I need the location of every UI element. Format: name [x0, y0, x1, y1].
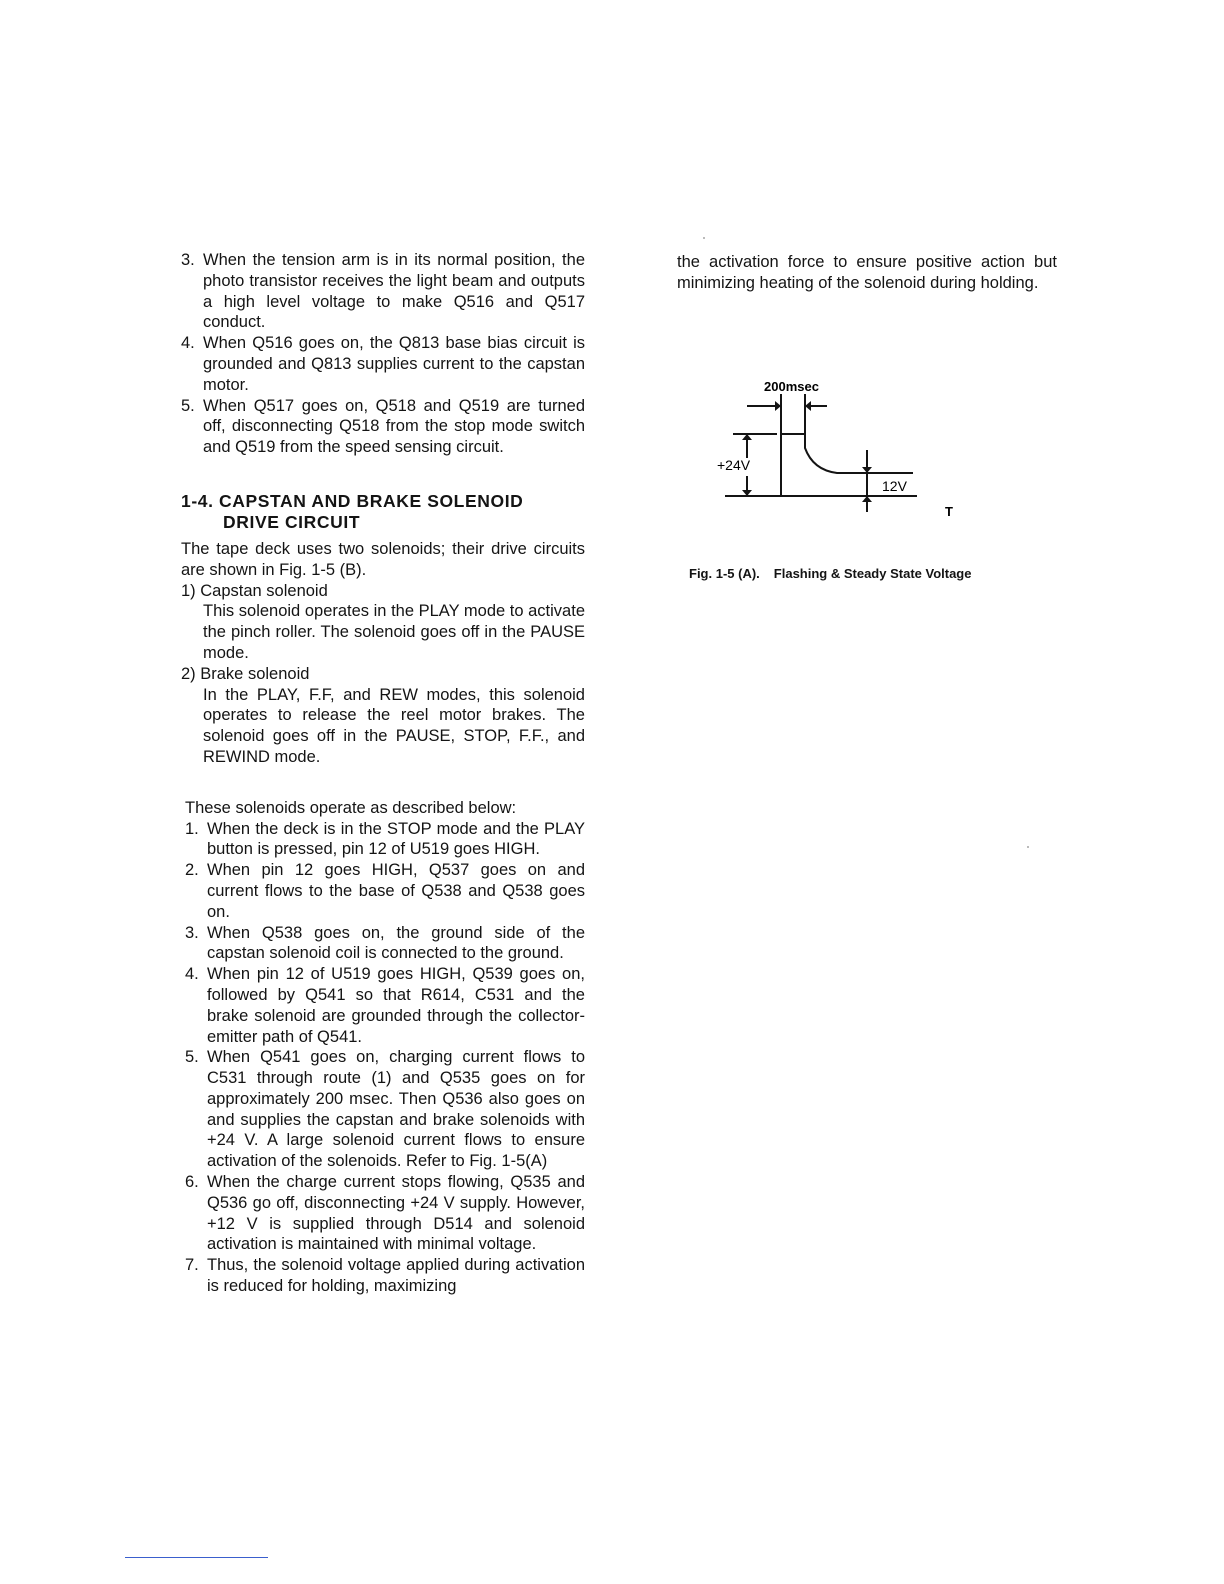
item-number: 5. — [181, 396, 195, 415]
solenoid-label: 2) Brake solenoid — [181, 664, 310, 683]
item-number: 5. — [185, 1048, 199, 1067]
item-number: 3. — [185, 923, 199, 942]
item-number: 4. — [181, 334, 195, 353]
caption-title: Flashing & Steady State Voltage — [773, 566, 972, 581]
list-item — [185, 1255, 585, 1297]
item-number: 7. — [185, 1256, 199, 1275]
section-title-line1: CAPSTAN AND BRAKE SOLENOID — [219, 490, 524, 511]
list-item — [185, 1047, 585, 1172]
continuation-text: the activation force to ensure positive action but minimizing heating of the solenoid during holding. — [677, 253, 1057, 292]
solenoid-description: This solenoid operates in the PLAY mode to activate the pinch roller. The solenoid goes off in the PAUSE mode. — [203, 602, 585, 662]
section-heading — [181, 491, 585, 533]
item-number: 1. — [185, 819, 199, 838]
item-number: 3. — [181, 251, 195, 269]
operation-list — [181, 819, 585, 1297]
scan-speck — [703, 237, 705, 239]
item-text: When the tension arm is in its normal position, the photo transistor receives the light beam and outputs a high level voltage to make Q516 and Q517 conduct. — [203, 251, 585, 332]
list-item — [185, 1172, 585, 1255]
figure-caption — [689, 566, 971, 581]
caption-number: Fig. 1-5 (A). — [689, 566, 760, 581]
list-item — [185, 860, 585, 922]
list-item — [185, 923, 585, 965]
item-number: 4. — [185, 965, 199, 984]
section-title-line2: DRIVE CIRCUIT — [223, 511, 361, 532]
list-item — [181, 333, 585, 395]
section-number: 1-4. — [181, 490, 214, 511]
item-text: Thus, the solenoid voltage applied during activation is reduced for holding, maximizing — [207, 1256, 585, 1296]
solenoid-label: 1) Capstan solenoid — [181, 581, 328, 600]
voltage-waveform-diagram — [705, 372, 965, 522]
list-item — [185, 819, 585, 861]
scan-speck — [1027, 846, 1029, 848]
item-number: 2. — [185, 861, 199, 880]
footnote-rule — [125, 1557, 268, 1558]
high-voltage-label: +24V — [717, 457, 751, 473]
item-number: 6. — [185, 1173, 199, 1192]
list-item — [181, 396, 585, 458]
solenoid-list — [181, 581, 585, 768]
time-label: 200msec — [764, 379, 819, 394]
hold-voltage-label: 12V — [882, 478, 907, 494]
time-axis-label: T — [945, 504, 953, 519]
item-text: When Q517 goes on, Q518 and Q519 are turned off, disconnecting Q518 from the stop mode switch and Q519 from the speed sensing circuit. — [203, 396, 585, 457]
item-text: When the deck is in the STOP mode and the PLAY button is pressed, pin 12 of U519 goes HIGH. — [207, 819, 585, 859]
item-text: When the charge current stops flowing, Q535 and Q536 go off, disconnecting +24 V supply. However, +12 V is supplied through D514 and solenoid activation is maintained with minimal voltage. — [207, 1173, 585, 1254]
list-item — [185, 964, 585, 1047]
intro-list — [181, 250, 585, 458]
item-text: When pin 12 of U519 goes HIGH, Q539 goes on, followed by Q541 so that R614, C531 and the brake solenoid are grounded through the collector-emitter path of Q541. — [207, 965, 585, 1046]
solenoid-description: In the PLAY, F.F, and REW modes, this solenoid operates to release the reel motor brakes. The solenoid goes off in the PAUSE, STOP, F.F., and REWIND mode. — [203, 685, 585, 766]
section-intro: The tape deck uses two solenoids; their drive circuits are shown in Fig. 1-5 (B). — [181, 539, 585, 579]
list-item — [181, 250, 585, 333]
left-column — [181, 250, 585, 1297]
operation-intro: These solenoids operate as described below: — [185, 798, 517, 817]
item-text: When Q541 goes on, charging current flows to C531 through route (1) and Q535 goes on for approximately 200 msec. Then Q536 also goes on and supplies the capstan and brake solenoids with +24 V. A large solenoid current flows to ensure activation of the solenoids. Refer to Fig. 1-5(A) — [207, 1048, 585, 1171]
right-column — [677, 252, 1057, 294]
item-text: When Q538 goes on, the ground side of the capstan solenoid coil is connected to the ground. — [207, 923, 585, 963]
item-text: When Q516 goes on, the Q813 base bias circuit is grounded and Q813 supplies current to the capstan motor. — [203, 334, 585, 394]
item-text: When pin 12 goes HIGH, Q537 goes on and current flows to the base of Q538 and Q538 goes on. — [207, 861, 585, 921]
